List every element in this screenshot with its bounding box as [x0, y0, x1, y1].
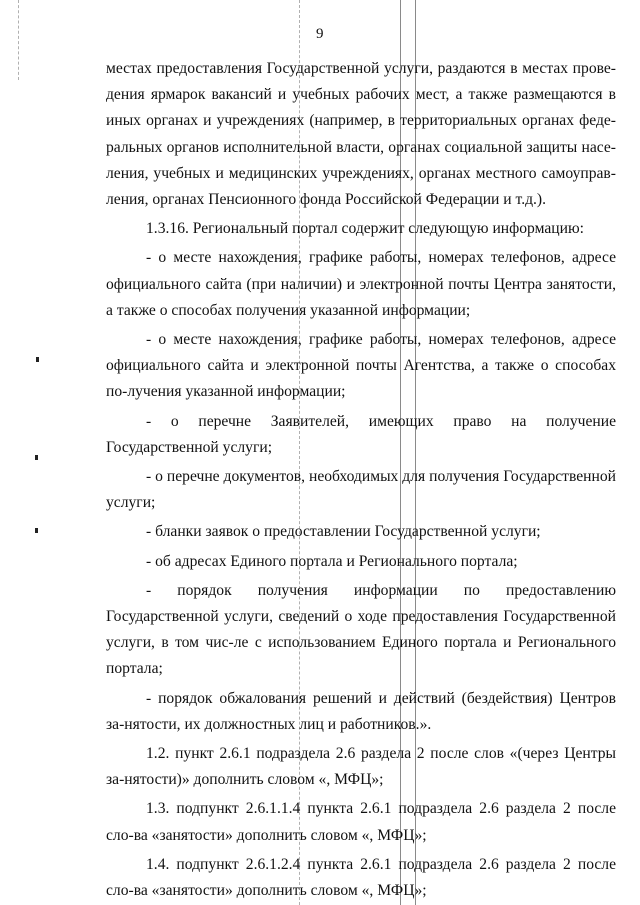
list-item: - порядок обжалования решений и действий (бездействия) Центров за-нятости, их должностных лиц и работников.».	[106, 689, 616, 733]
document-body	[106, 56, 616, 904]
scan-artifact-mark	[36, 357, 39, 362]
paragraph-section-heading: 1.3.16. Региональный портал содержит следующую информацию:	[146, 220, 584, 238]
scan-artifact-mark	[35, 528, 38, 533]
list-item: - о перечне Заявителей, имеющих право на получение Государственной услуги;	[106, 412, 616, 456]
page-number: 9	[316, 26, 324, 42]
list-item: - о перечне документов, необходимых для получения Государственной услуги;	[106, 468, 616, 512]
list-item: - о месте нахождения, графике работы, номерах телефонов, адресе официального сайта и электронной почты Агентства, а также о способах по-лучения указанной информации;	[106, 331, 616, 401]
list-item: - о месте нахождения, графике работы, номерах телефонов, адресе официального сайта (при наличии) и электронной почты Центра занятости, а также о способах получения указанной информации;	[106, 249, 616, 319]
scan-artifact-mark	[35, 455, 38, 460]
list-item: - об адресах Единого портала и Регионального портала;	[146, 552, 518, 570]
list-item: - бланки заявок о предоставлении Государственной услуги;	[146, 523, 541, 541]
amendment-paragraph: 1.2. пункт 2.6.1 подраздела 2.6 раздела 2 после слов «(через Центры за-нятости)» дополнить словом «, МФЦ»;	[106, 745, 616, 789]
paragraph-continuation: местах предоставления Государственной услуги, раздаются в местах прове-дения ярмарок вакансий и учебных рабочих мест, а также размещаются в иных органах и учреждениях (например, в территориальных органах феде-ральных органов исполнительной власти, органах социальной защиты насе-ления, учебных и медицинских учреждениях, органах местного самоуправ-ления, органах Пенсионного фонда Российской Федерации и т.д.).	[106, 60, 616, 209]
amendment-paragraph: 1.3. подпункт 2.6.1.1.4 пункта 2.6.1 подраздела 2.6 раздела 2 после сло-ва «занятости» дополнить словом «, МФЦ»;	[106, 800, 616, 844]
list-item: - порядок получения информации по предоставлению Государственной услуги, сведений о ходе предоставления Государственной услуги, в том чис-ле с использованием Единого портала и Регионального портала;	[106, 581, 616, 678]
amendment-paragraph: 1.4. подпункт 2.6.1.2.4 пункта 2.6.1 подраздела 2.6 раздела 2 после сло-ва «занятости» дополнить словом «, МФЦ»;	[106, 855, 616, 900]
